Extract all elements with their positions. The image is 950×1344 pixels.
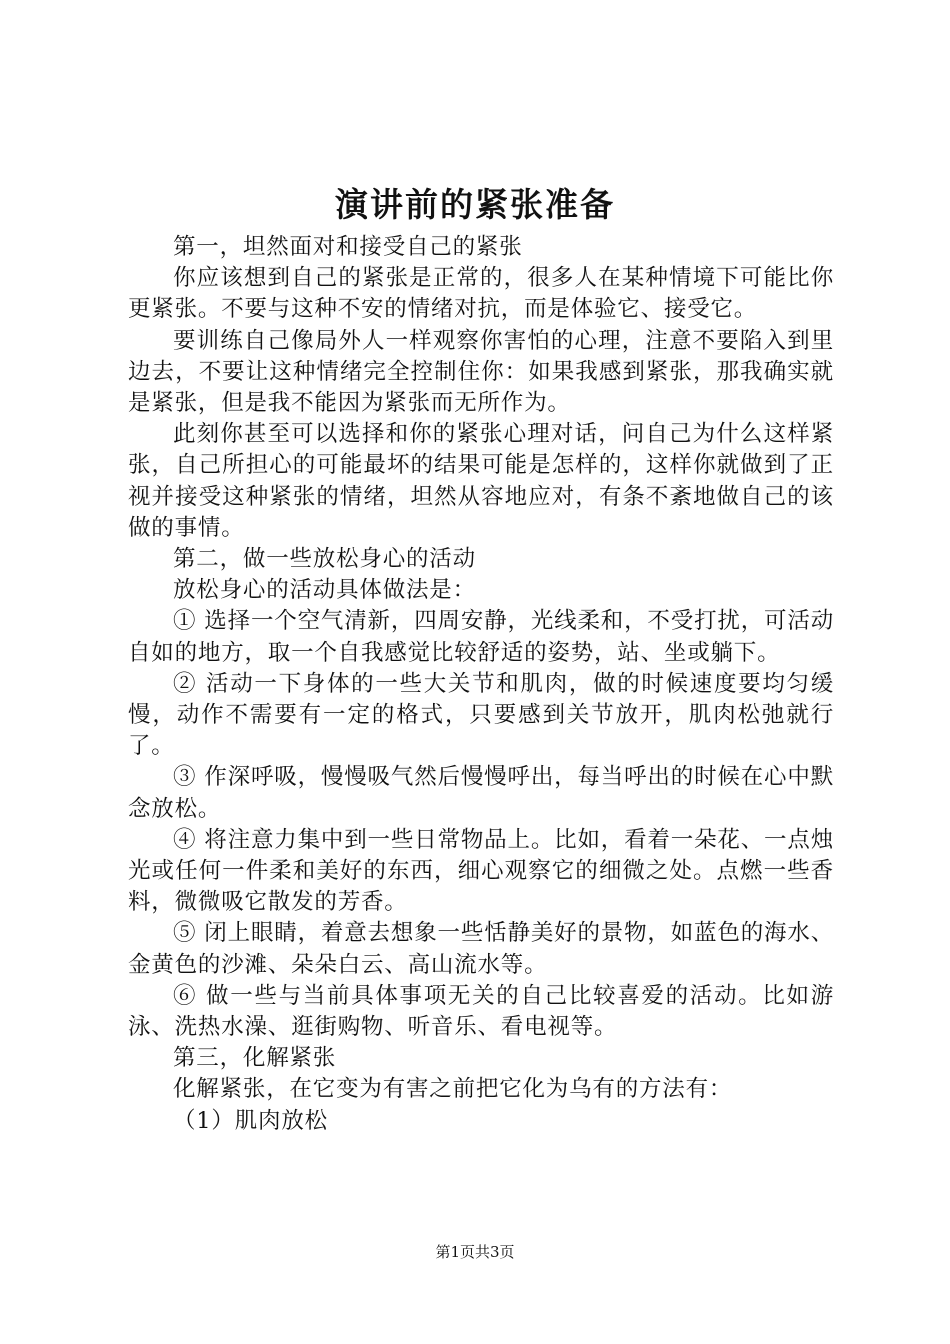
paragraph: 要训练自己像局外人一样观察你害怕的心理，注意不要陷入到里边去，不要让这种情绪完全控制住你：如果我感到紧张，那我确实就是紧张，但是我不能因为紧张而无所作为。 xyxy=(128,327,834,417)
subsection-heading: （1）肌肉放松 xyxy=(173,1107,328,1134)
section-heading-3: 第三，化解紧张 xyxy=(173,1045,337,1072)
list-item: ② 活动一下身体的一些大关节和肌肉，做的时候速度要均匀缓慢，动作不需要有一定的格式，只要感到关节放开，肌肉松弛就行了。 xyxy=(128,670,834,760)
document-title: 演讲前的紧张准备 xyxy=(335,185,615,224)
page-number: 第1页 xyxy=(435,1243,475,1261)
paragraph: 放松身心的活动具体做法是： xyxy=(173,577,476,604)
list-item: ① 选择一个空气清新，四周安静，光线柔和，不受打扰，可活动自如的地方，取一个自我感觉比较舒适的姿势，站、坐或躺下。 xyxy=(128,608,834,666)
paragraph: 此刻你甚至可以选择和你的紧张心理对话，问自己为什么这样紧张，自己所担心的可能最坏的结果可能是怎样的，这样你就做到了正视并接受这种紧张的情绪，坦然从容地应对，有条不紊地做自己的该做的事情。 xyxy=(128,421,834,541)
page-footer xyxy=(0,1242,950,1262)
list-item: ③ 作深呼吸，慢慢吸气然后慢慢呼出，每当呼出的时候在心中默念放松。 xyxy=(128,764,834,822)
section-heading-2: 第二，做一些放松身心的活动 xyxy=(173,546,476,573)
paragraph: 你应该想到自己的紧张是正常的，很多人在某种情境下可能比你更紧张。不要与这种不安的情绪对抗，而是体验它、接受它。 xyxy=(128,265,834,323)
section-heading-1: 第一，坦然面对和接受自己的紧张 xyxy=(173,234,523,260)
list-item: ⑥ 做一些与当前具体事项无关的自己比较喜爱的活动。比如游泳、洗热水澡、逛街购物、听音乐、看电视等。 xyxy=(128,982,834,1041)
page-total: 共3页 xyxy=(475,1243,515,1261)
document-body xyxy=(128,232,834,1137)
list-item: ⑤ 闭上眼睛，着意去想象一些恬静美好的景物，如蓝色的海水、金黄色的沙滩、朵朵白云、高山流水等。 xyxy=(128,920,834,978)
list-item: ④ 将注意力集中到一些日常物品上。比如，看着一朵花、一点烛光或任何一件柔和美好的东西，细心观察它的细微之处。点燃一些香料，微微吸它散发的芳香。 xyxy=(128,826,834,916)
paragraph: 化解紧张，在它变为有害之前把它化为乌有的方法有： xyxy=(173,1076,733,1103)
